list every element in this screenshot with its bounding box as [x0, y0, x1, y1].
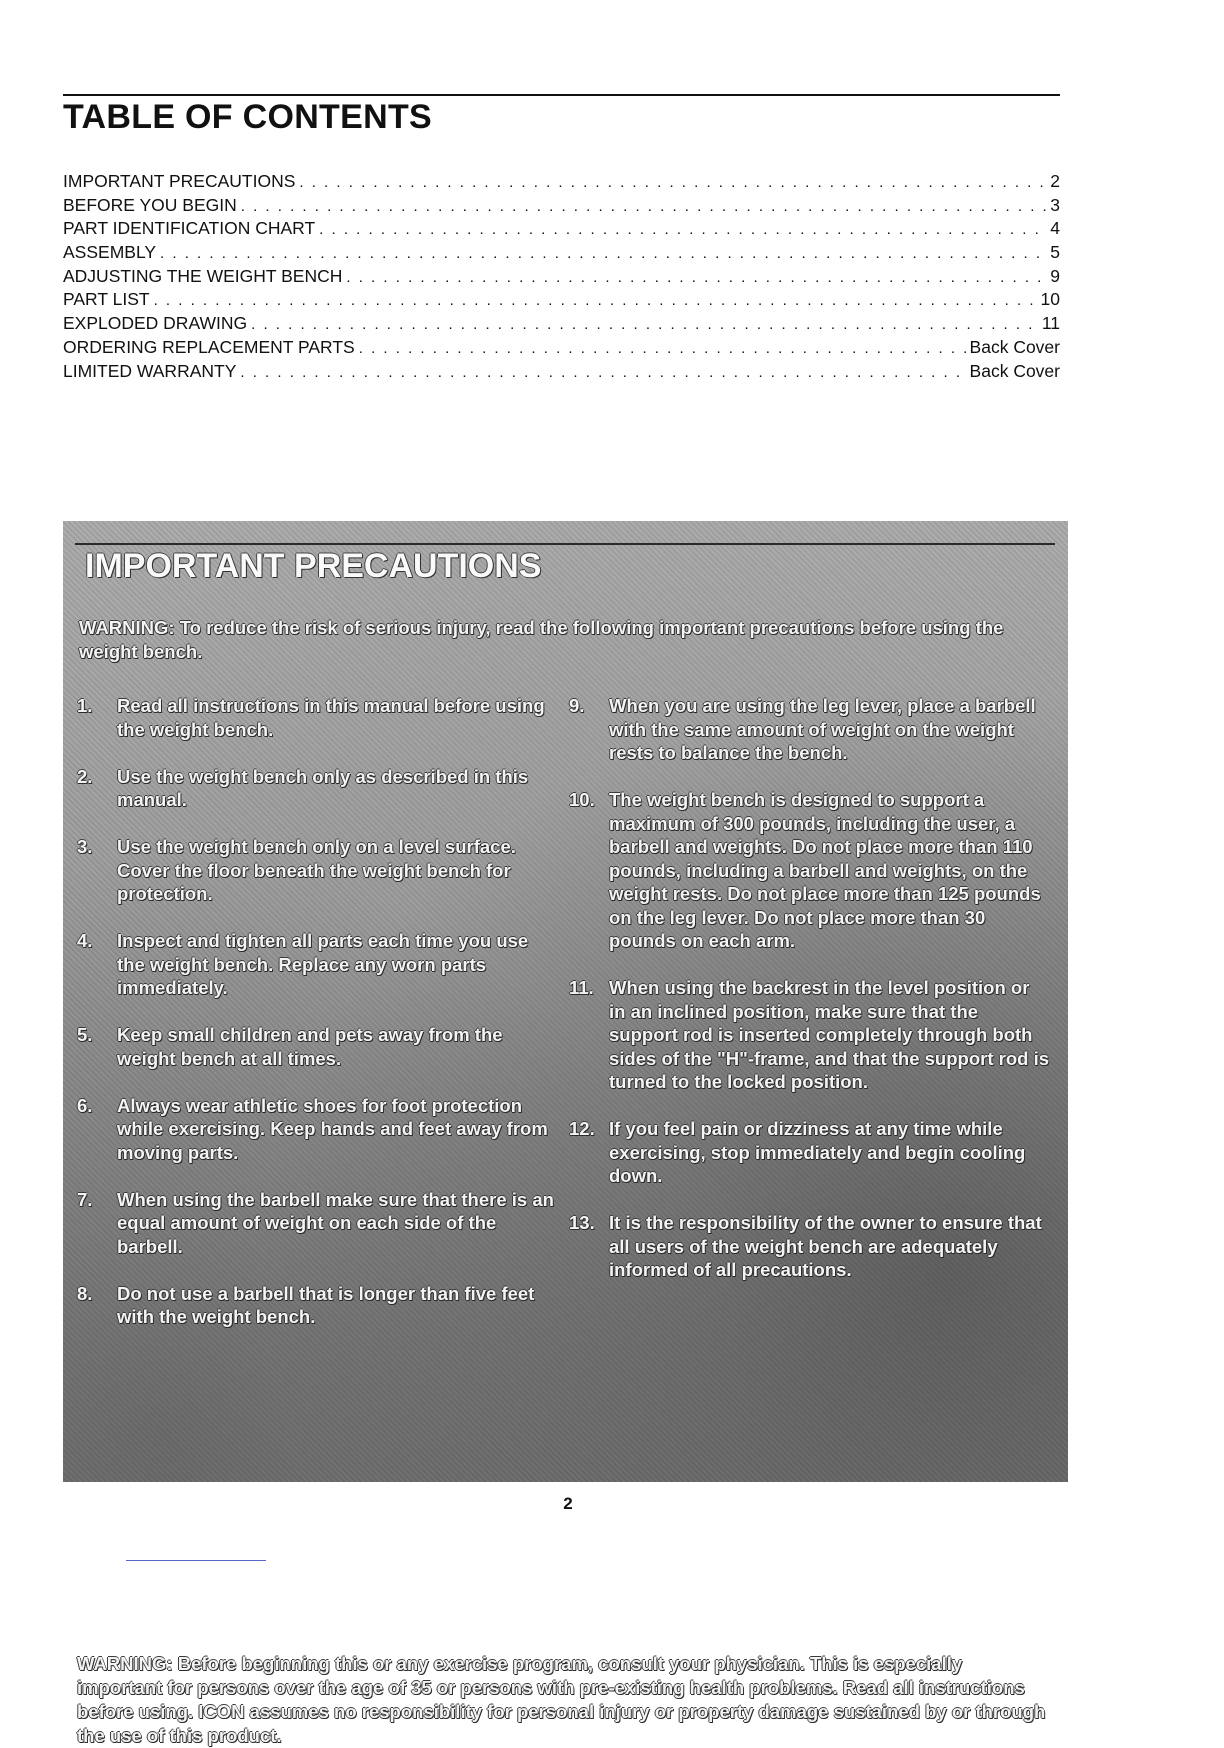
toc-leader-dots [154, 289, 1037, 313]
toc-entry-label: PART IDENTIFICATION CHART [63, 218, 316, 239]
precaution-text: If you feel pain or dizziness at any time while exercising, stop immediately and begin cooling down. [609, 1118, 1026, 1186]
precautions-list-right [569, 694, 1049, 1305]
toc-leader-dots [240, 361, 965, 385]
toc-entry-page: Back Cover [969, 360, 1060, 381]
precaution-number: 7. [77, 1188, 93, 1210]
precaution-text: Keep small children and pets away from the weight bench at all times. [117, 1024, 503, 1069]
precaution-text: The weight bench is designed to support a maximum of 300 pounds, including the user, a barbell and weights. Do not place more than 110 pounds, including a barbell and weights, on the weight rests. Do not place more than 125 pounds on the leg lever. Do not place more than 30 pounds on each arm. [609, 789, 1041, 951]
precaution-item [569, 694, 1049, 765]
toc-title: TABLE OF CONTENTS [63, 98, 433, 136]
precaution-text: When using the barbell make sure that there is an equal amount of weight on each side of the barbell. [117, 1188, 554, 1257]
footer-rule [126, 1560, 266, 1561]
toc-entry-label: BEFORE YOU BEGIN [63, 194, 237, 215]
toc-entry-page: 10 [1040, 289, 1060, 310]
toc-entry-label: PART LIST [63, 289, 150, 310]
toc-list [63, 170, 1060, 383]
toc-leader-dots [160, 242, 1046, 266]
toc-entry[interactable] [63, 241, 1060, 265]
precautions-panel [63, 521, 1068, 1746]
toc-entry[interactable] [63, 288, 1060, 312]
precaution-number: 4. [77, 930, 93, 951]
precaution-text: Inspect and tighten all parts each time you use the weight bench. Replace any worn parts immediately. [117, 930, 529, 998]
precaution-item [77, 835, 557, 906]
precautions-list-left [77, 694, 557, 1352]
toc-entry-page: 3 [1050, 194, 1060, 215]
precautions-title: IMPORTANT PRECAUTIONS [85, 547, 542, 585]
precaution-item [569, 976, 1049, 1094]
toc-entry[interactable] [63, 265, 1060, 289]
toc-leader-dots [319, 218, 1046, 242]
precaution-item [77, 694, 557, 741]
precaution-item [77, 929, 557, 1000]
toc-entry-page: Back Cover [969, 336, 1060, 357]
toc-entry-label: ORDERING REPLACEMENT PARTS [63, 336, 355, 357]
toc-entry-page: 4 [1050, 218, 1060, 239]
top-rule [63, 94, 1060, 96]
precaution-text: Use the weight bench only on a level surface. Cover the floor beneath the weight bench for protection. [117, 836, 516, 904]
precaution-text: Use the weight bench only as described in this manual. [117, 765, 529, 810]
precaution-text: Do not use a barbell that is longer than five feet with the weight bench. [117, 1282, 535, 1327]
precaution-item [77, 1188, 557, 1259]
toc-entry-label: EXPLODED DRAWING [63, 313, 248, 334]
toc-entry-label: ADJUSTING THE WEIGHT BENCH [63, 265, 343, 286]
toc-entry-page: 5 [1050, 242, 1060, 263]
precaution-text: Read all instructions in this manual before using the weight bench. [117, 695, 545, 740]
precaution-number: 12. [569, 1118, 595, 1139]
precaution-number: 13. [569, 1212, 595, 1233]
precaution-text: It is the responsibility of the owner to ensure that all users of the weight bench are adequately informed of all precautions. [609, 1212, 1042, 1280]
page-number: 2 [563, 1494, 573, 1513]
toc-entry[interactable] [63, 194, 1060, 218]
precaution-item [569, 1211, 1049, 1282]
toc-leader-dots [251, 313, 1038, 337]
precaution-item [77, 1023, 557, 1070]
precaution-number: 1. [77, 695, 93, 716]
precaution-number: 8. [77, 1282, 93, 1304]
toc-leader-dots [299, 171, 1046, 195]
toc-entry-label: ASSEMBLY [63, 242, 157, 263]
warning-top: WARNING: To reduce the risk of serious injury, read the following important precautions before using the weight bench. [79, 617, 1004, 662]
toc-entry-page: 9 [1050, 265, 1060, 286]
precaution-number: 10. [569, 789, 595, 810]
precaution-number: 2. [77, 765, 93, 787]
precaution-item [569, 788, 1049, 953]
toc-entry[interactable] [63, 336, 1060, 360]
toc-entry-page: 2 [1050, 171, 1060, 191]
precaution-number: 5. [77, 1024, 93, 1045]
precaution-item [77, 765, 557, 812]
precaution-item [569, 1117, 1049, 1188]
precaution-item [77, 1282, 557, 1329]
toc-entry-page: 11 [1041, 313, 1060, 334]
toc-leader-dots [346, 266, 1046, 290]
precaution-text: When using the backrest in the level position or in an inclined position, make sure that the support rod is inserted completely through both sides of the "H"-frame, and that the support rod is turned to the locked position. [609, 977, 1049, 1092]
toc-entry[interactable] [63, 312, 1060, 336]
toc-entry-label: LIMITED WARRANTY [63, 360, 237, 381]
precaution-number: 9. [569, 695, 585, 716]
precaution-number: 3. [77, 836, 93, 857]
warning-bottom: WARNING: Before beginning this or any exercise program, consult your physician. This is especially important for persons over the age of 35 or persons with pre-existing health problems. Read all instructions before using. ICON assumes no responsibility for personal injury or property damage sustained by or through the use of this product. [77, 1653, 1046, 1746]
precaution-item [77, 1094, 557, 1165]
toc-entry[interactable] [63, 217, 1060, 241]
toc-entry-label: IMPORTANT PRECAUTIONS [63, 171, 296, 191]
precautions-rule [75, 543, 1055, 545]
precaution-number: 11. [569, 977, 594, 998]
toc-entry[interactable] [63, 360, 1060, 384]
precaution-text: Always wear athletic shoes for foot protection while exercising. Keep hands and feet away from moving parts. [117, 1094, 548, 1163]
toc-entry[interactable] [63, 170, 1060, 194]
toc-leader-dots [241, 195, 1047, 219]
precaution-number: 6. [77, 1094, 93, 1116]
toc-leader-dots [359, 337, 966, 361]
precaution-text: When you are using the leg lever, place a barbell with the same amount of weight on the weight rests to balance the bench. [609, 695, 1036, 763]
